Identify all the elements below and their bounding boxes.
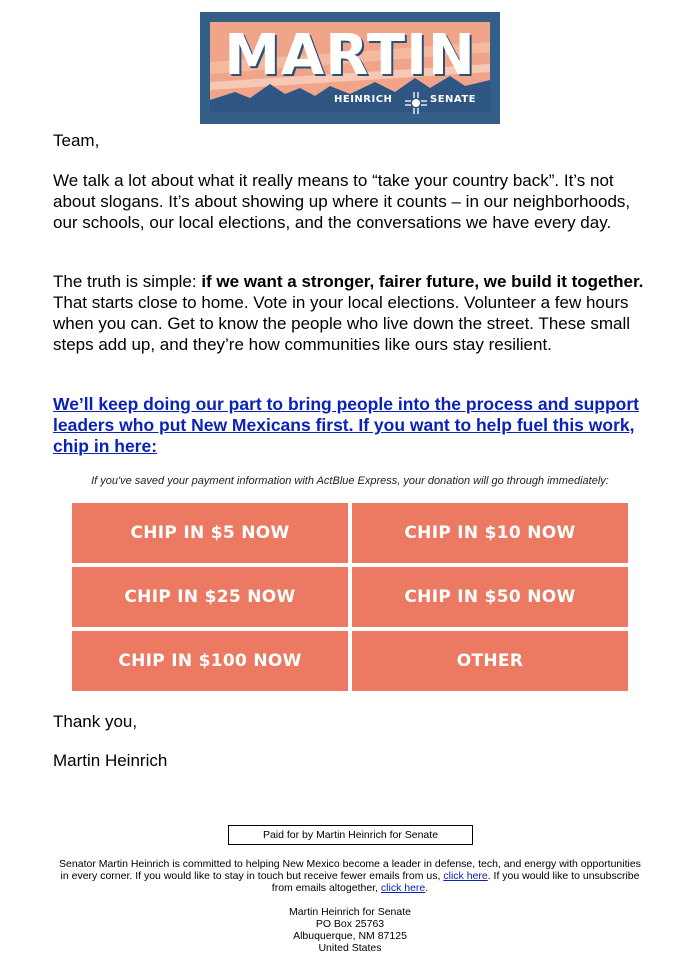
chip-in-25-button[interactable]: CHIP IN $25 NOW xyxy=(72,567,348,627)
paragraph-2-rest: That starts close to home. Vote in your local elections. Volunteer a few hours when you can. Get to know the people who live down the street. These small steps add up, and they’re how communities like ours stay resilient. xyxy=(53,293,631,354)
cta-paragraph xyxy=(53,394,653,457)
chip-in-100-button[interactable]: CHIP IN $100 NOW xyxy=(72,631,348,691)
paid-for-disclaimer: Paid for by Martin Heinrich for Senate xyxy=(228,825,473,845)
chip-in-50-button[interactable]: CHIP IN $50 NOW xyxy=(352,567,628,627)
fewer-emails-link[interactable]: click here xyxy=(443,870,488,882)
zia-sun-icon xyxy=(405,92,427,114)
address-line-1: Martin Heinrich for Senate xyxy=(289,906,411,918)
actblue-express-note: If you've saved your payment information with ActBlue Express, your donation will go through immediately: xyxy=(91,475,609,487)
footer-text xyxy=(55,858,645,894)
footer-text-3: . xyxy=(425,882,429,894)
paragraph-1: We talk a lot about what it really means to “take your country back”. It’s not about slogans. It’s about showing up where it counts – in our neighborhoods, our schools, our local elections, and the conversations we have every day. xyxy=(53,171,631,232)
unsubscribe-link[interactable]: click here xyxy=(380,882,426,894)
other-amount-button[interactable]: OTHER xyxy=(352,631,628,691)
greeting: Team, xyxy=(53,131,100,150)
chip-in-link[interactable]: We’ll keep doing our part to bring people into the process and support leaders who put New Mexicans first. If you want to help fuel this work, chip in here: xyxy=(53,394,639,456)
address-line-4: United States xyxy=(318,942,382,954)
logo-sub-heinrich: HEINRICH xyxy=(334,94,393,105)
closing: Thank you, xyxy=(53,712,138,731)
paragraph-2-bold: if we want a stronger, fairer future, we build it together. xyxy=(201,272,644,291)
address-line-3: Albuquerque, NM 87125 xyxy=(293,930,407,942)
footer-text-2: . If you would like to unsubscribe from emails altogether, xyxy=(271,870,640,894)
paragraph-2-lead: The truth is simple: xyxy=(53,272,202,291)
paragraph-2 xyxy=(53,271,653,355)
logo-sub-senate: SENATE xyxy=(430,94,477,105)
chip-in-10-button[interactable]: CHIP IN $10 NOW xyxy=(352,503,628,563)
footer-text-1: Senator Martin Heinrich is committed to helping New Mexico become a leader in defense, tech, and energy with opportunities in every corner. If you would like to stay in touch but receive fewer emails from us, xyxy=(59,858,641,882)
campaign-logo xyxy=(200,12,500,124)
signature: Martin Heinrich xyxy=(53,751,168,770)
mailing-address xyxy=(0,906,700,954)
logo-title: MARTIN xyxy=(224,23,476,88)
address-line-2: PO Box 25763 xyxy=(315,918,385,930)
chip-in-5-button[interactable]: CHIP IN $5 NOW xyxy=(72,503,348,563)
